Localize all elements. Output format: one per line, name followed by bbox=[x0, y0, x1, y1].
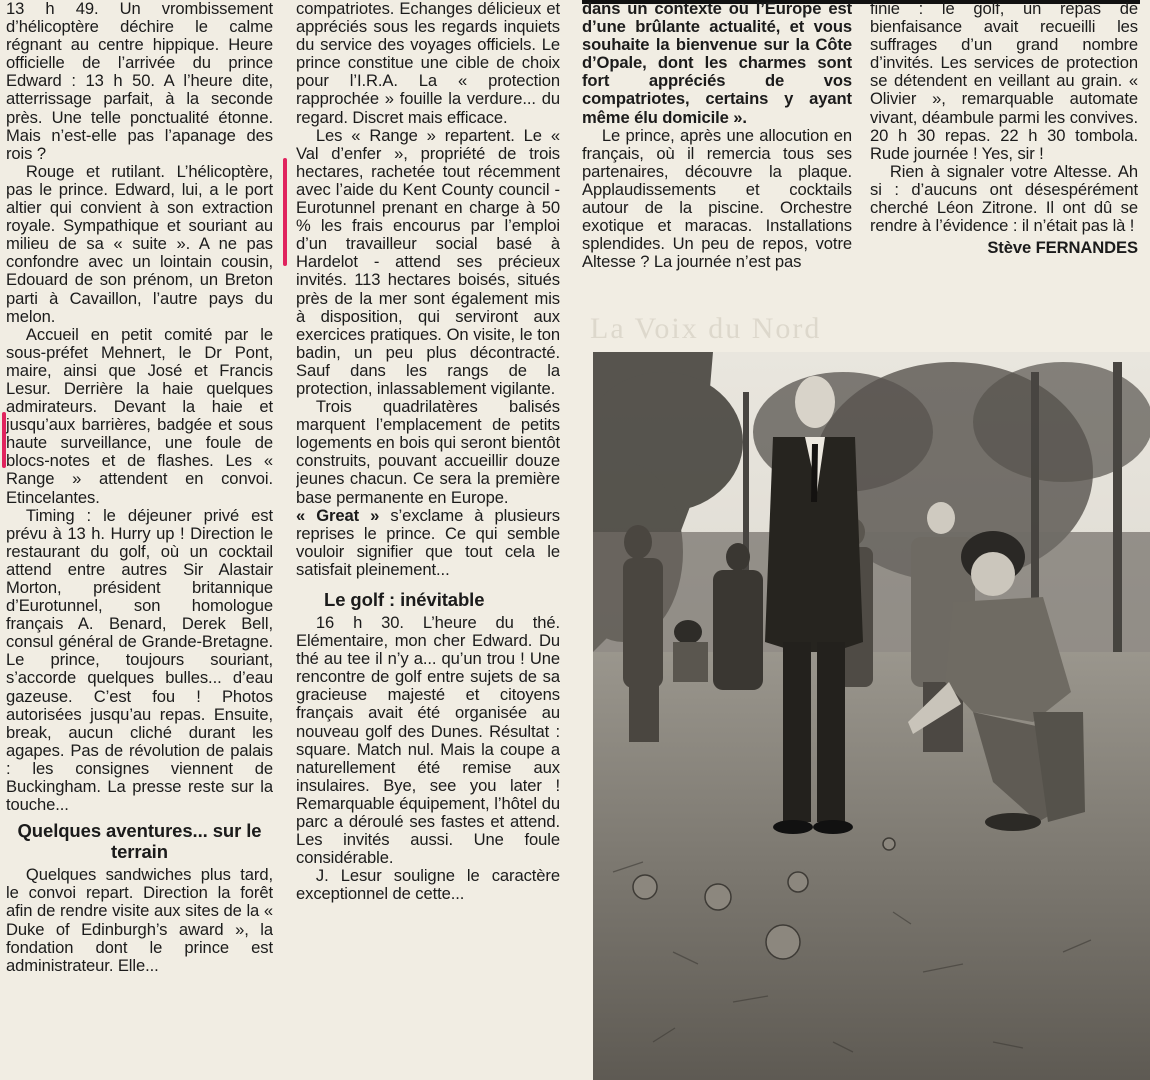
paragraph: 13 h 49. Un vrombissement d’hélicoptère déchire le calme régnant au centre hippique. Heure officielle de l’arrivée du prince Edward : 13 h 50. A l’heure dite, atterrissage parfait, à la seconde près. Une telle ponctualité étonne. Mais n’est-elle pas l’apanage des rois ? bbox=[6, 0, 273, 163]
paragraph: Rouge et rutilant. L’hélicoptère, pas le prince. Edward, lui, a le port altier qui convient à son extraction royale. Sympathique et souriant au milieu de sa « suite ». A ne pas confondre avec un lointain cousin, Edouard de son prénom, un Breton parti à Cavaillon, l’autre pays du melon. bbox=[6, 161, 273, 326]
section-heading: Quelques aventures... sur le terrain bbox=[17, 820, 262, 863]
quote-paragraph: dans un contexte où l’Europe est d’une brûlante actualité, et vous souhaite la bienvenue sur la Côte d’Opale, dont les charmes sont fort appréciés de vos compatriotes, certains y ayant même élu domicile ». bbox=[582, 0, 852, 127]
paragraph: Timing : le déjeuner privé est prévu à 13 h. Hurry up ! Direction le restaurant du golf, où un cocktail attend entre autres Sir Alastair Morton, président britannique d’Eurotunnel, son homologue français A. Benard, Derek Bell, consul général de Grande-Bretagne. Le prince, toujours souriant, s’accorde quelques bulles... d’eau gazeuse. C’est fou ! Photos autorisées jusqu’au repas. Ensuite, break, aucun cliché durant les agapes. Pas de révolution de palais : les consignes viennent de Buckingham. La presse reste sur la touche... bbox=[6, 505, 273, 815]
article-column-2 bbox=[296, 0, 560, 1080]
highlighter-mark bbox=[283, 158, 287, 266]
paragraph: 16 h 30. L’heure du thé. Elémentaire, mon cher Edward. Du thé au tee il n’y a... qu’un trou ! Une rencontre de golf entre sujets de sa gracieuse majesté et citoyens français avait été organisée au nouveau golf des Dunes. Résultat : square. Match nul. Mais la coupe a naturellement été remise aux insulaires. Bye, see you later ! Remarquable équipement, l’hôtel du parc a déroulé ses fastes et attend. Les invités aussi. Une foule considérable. bbox=[296, 613, 560, 868]
show-through-text: La Voix du Nord bbox=[590, 312, 822, 345]
paragraph: Le prince, après une allocution en français, où il remercia tous ses partenaires, découvre la plaque. Applaudissements et cocktails autour de la piscine. Orchestre exotique et maracas. Installations splendides. Un peu de repos, votre Altesse ? La journée n’est pas bbox=[582, 125, 852, 272]
paragraph: Rien à signaler votre Altesse. Ah si : d’aucuns ont désespérément cherché Léon Zitrone. Il ont dû se rendre à l’évidence : il n’était pas là ! bbox=[870, 161, 1138, 236]
article-column-1 bbox=[6, 0, 273, 1080]
article-column-4 bbox=[870, 0, 1138, 310]
paragraph: Accueil en petit comité par le sous-préfet Mehnert, le Dr Pont, maire, ainsi que José et Francis Lesur. Derrière la haie quelques admirateurs. Devant la haie et jusqu’aux barrières, badgée et sous haute surveillance, une foule de blocs-notes et de flashes. Les « Range » attendent en convoi. Etincelantes. bbox=[6, 324, 273, 507]
paragraph: Quelques sandwiches plus tard, le convoi repart. Direction la forêt afin de rendre visite aux sites de la « Duke of Edinburgh’s award », la fondation dont le prince est administrateur. Elle... bbox=[6, 865, 273, 975]
paragraph: compatriotes. Echanges délicieux et appréciés sous les regards inquiets du service des voyages officiels. Le prince constitue une cible de choix pour l’I.R.A. La « protection rapprochée » fouille la verdure... du regard. Discret mais efficace. bbox=[296, 0, 560, 127]
paragraph: Trois quadrilatères balisés marquent l’emplacement de petits logements en bois qui seront bientôt construits, pouvant accueillir douze jeunes chacun. Ce sera la première base permanente en Europe. bbox=[296, 397, 560, 507]
paragraph bbox=[296, 507, 560, 579]
news-photo bbox=[593, 352, 1150, 1080]
article-column-3 bbox=[582, 0, 852, 310]
paragraph: J. Lesur souligne le caractère exceptionnel de cette... bbox=[296, 866, 560, 904]
section-heading: Le golf : inévitable bbox=[324, 589, 485, 610]
author-signature: Stève FERNANDES bbox=[987, 238, 1138, 258]
paragraph: finie : le golf, un repas de bienfaisance avait recueilli les suffrages d’un grand nombre d’invités. Les services de protection se détendent en veillant au grain. « Olivier », remarquable automate vivant, déambule parmi les convives. 20 h 30 repas. 22 h 30 tombola. Rude journée ! Yes, sir ! bbox=[870, 0, 1138, 163]
paragraph: Les « Range » repartent. Le « Val d’enfer », propriété de trois hectares, rachetée tout récemment avec l’aide du Kent County council - Eurotunnel prenant en charge à 50 % les frais encourus par l’emploi d’un travailleur social basé à Hardelot - attend ses précieux invités. 113 hectares boisés, situés près de la mer sont également mis à disposition, qui serviront aux exercices pratiques. On visite, le ton badin, un peu plus décontracté. Sauf dans les rangs de la protection, inlassablement vigilante. bbox=[296, 125, 560, 398]
paragraph-text: s’exclame à plusieurs reprises le prince. Ce qui semble vouloir signifier que tout cela le satisfait pleinement... bbox=[296, 505, 560, 579]
emphasis: « Great » bbox=[296, 505, 380, 525]
